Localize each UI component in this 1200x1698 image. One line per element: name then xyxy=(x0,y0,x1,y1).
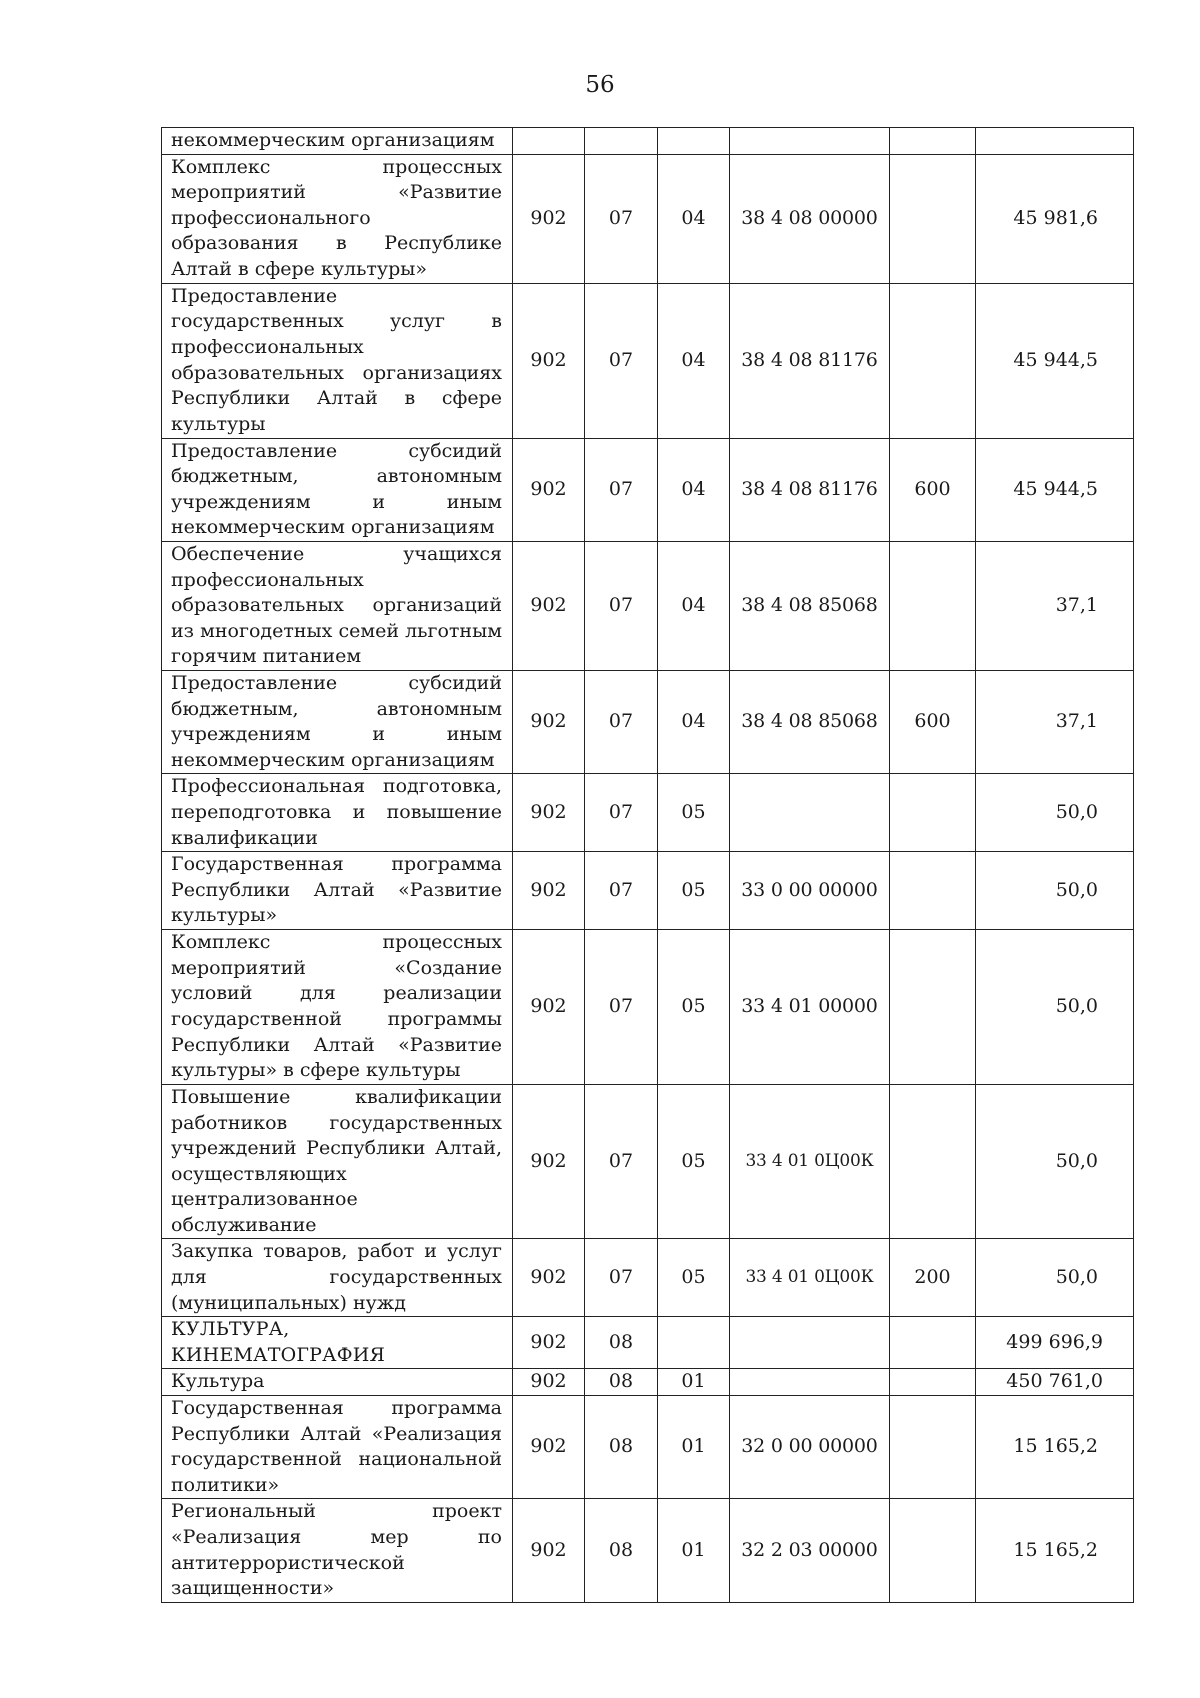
ved-cell: 902 xyxy=(513,541,585,670)
vr-cell xyxy=(890,774,976,852)
row-name: Государственная программа Республики Алтай «Реализация государственной национальной политики» xyxy=(162,1396,513,1499)
csr-cell xyxy=(730,128,890,155)
sum-cell: 45 981,6 xyxy=(976,154,1134,283)
table-row xyxy=(162,283,1134,438)
pr-cell: 01 xyxy=(658,1396,730,1499)
rz-cell: 08 xyxy=(585,1317,658,1369)
row-name: Обеспечение учащихся профессиональных образовательных организаций из многодетных семей льготным горячим питанием xyxy=(162,541,513,670)
ved-cell: 902 xyxy=(513,670,585,773)
rz-cell: 07 xyxy=(585,1084,658,1239)
row-name: Региональный проект «Реализация мер по антитеррористической защищенности» xyxy=(162,1499,513,1602)
row-name: Предоставление субсидий бюджетным, автономным учреждениям и иным некоммерческим организациям xyxy=(162,438,513,541)
rz-cell: 07 xyxy=(585,1239,658,1317)
table-row xyxy=(162,1084,1134,1239)
csr-cell xyxy=(730,774,890,852)
pr-cell: 04 xyxy=(658,670,730,773)
rz-cell: 08 xyxy=(585,1396,658,1499)
table-row xyxy=(162,1499,1134,1602)
row-name: Предоставление субсидий бюджетным, автономным учреждениям и иным некоммерческим организациям xyxy=(162,670,513,773)
vr-cell: 600 xyxy=(890,438,976,541)
table-row xyxy=(162,1369,1134,1396)
pr-cell xyxy=(658,128,730,155)
pr-cell: 05 xyxy=(658,774,730,852)
sum-cell: 50,0 xyxy=(976,774,1134,852)
row-name: Комплекс процессных мероприятий «Создание условий для реализации государственной программы Республики Алтай «Развитие культуры» в сфере культуры xyxy=(162,929,513,1084)
sum-cell: 37,1 xyxy=(976,670,1134,773)
row-name: Комплекс процессных мероприятий «Развитие профессионального образования в Республике Алтай в сфере культуры» xyxy=(162,154,513,283)
ved-cell: 902 xyxy=(513,1369,585,1396)
vr-cell xyxy=(890,1317,976,1369)
pr-cell: 05 xyxy=(658,929,730,1084)
csr-cell: 32 2 03 00000 xyxy=(730,1499,890,1602)
rz-cell: 07 xyxy=(585,670,658,773)
vr-cell xyxy=(890,929,976,1084)
table-row xyxy=(162,852,1134,930)
pr-cell: 04 xyxy=(658,438,730,541)
rz-cell: 07 xyxy=(585,154,658,283)
csr-cell: 38 4 08 85068 xyxy=(730,670,890,773)
vr-cell xyxy=(890,1396,976,1499)
row-name: Предоставление государственных услуг в профессиональных образовательных организациях Республики Алтай в сфере культуры xyxy=(162,283,513,438)
sum-cell: 450 761,0 xyxy=(976,1369,1134,1396)
vr-cell xyxy=(890,283,976,438)
vr-cell: 200 xyxy=(890,1239,976,1317)
ved-cell: 902 xyxy=(513,1239,585,1317)
pr-cell: 05 xyxy=(658,1239,730,1317)
csr-cell: 38 4 08 81176 xyxy=(730,283,890,438)
sum-cell xyxy=(976,128,1134,155)
csr-cell: 38 4 08 81176 xyxy=(730,438,890,541)
csr-cell: 33 4 01 0Ц00К xyxy=(730,1239,890,1317)
pr-cell: 01 xyxy=(658,1369,730,1396)
sum-cell: 50,0 xyxy=(976,852,1134,930)
vr-cell xyxy=(890,1084,976,1239)
rz-cell: 07 xyxy=(585,929,658,1084)
pr-cell: 04 xyxy=(658,541,730,670)
vr-cell xyxy=(890,1499,976,1602)
csr-cell xyxy=(730,1317,890,1369)
sum-cell: 50,0 xyxy=(976,1084,1134,1239)
rz-cell: 07 xyxy=(585,283,658,438)
table-row xyxy=(162,154,1134,283)
sum-cell: 45 944,5 xyxy=(976,283,1134,438)
ved-cell: 902 xyxy=(513,438,585,541)
pr-cell: 04 xyxy=(658,283,730,438)
table-row xyxy=(162,128,1134,155)
row-name: КУЛЬТУРА, КИНЕМАТОГРАФИЯ xyxy=(162,1317,513,1369)
csr-cell xyxy=(730,1369,890,1396)
csr-cell: 38 4 08 85068 xyxy=(730,541,890,670)
ved-cell: 902 xyxy=(513,852,585,930)
budget-table xyxy=(161,127,1134,1603)
table-row xyxy=(162,774,1134,852)
csr-cell: 33 4 01 00000 xyxy=(730,929,890,1084)
rz-cell: 07 xyxy=(585,852,658,930)
rz-cell: 08 xyxy=(585,1499,658,1602)
sum-cell: 15 165,2 xyxy=(976,1396,1134,1499)
row-name: Повышение квалификации работников государственных учреждений Республики Алтай, осуществляющих централизованное обслуживание xyxy=(162,1084,513,1239)
row-name: Государственная программа Республики Алтай «Развитие культуры» xyxy=(162,852,513,930)
row-name: Профессиональная подготовка, переподготовка и повышение квалификации xyxy=(162,774,513,852)
ved-cell xyxy=(513,128,585,155)
table-row xyxy=(162,1239,1134,1317)
pr-cell: 04 xyxy=(658,154,730,283)
table-row xyxy=(162,929,1134,1084)
sum-cell: 37,1 xyxy=(976,541,1134,670)
table-row xyxy=(162,1317,1134,1369)
vr-cell xyxy=(890,128,976,155)
vr-cell xyxy=(890,154,976,283)
table-row xyxy=(162,541,1134,670)
row-name: некоммерческим организациям xyxy=(162,128,513,155)
rz-cell: 07 xyxy=(585,438,658,541)
ved-cell: 902 xyxy=(513,929,585,1084)
page-number: 56 xyxy=(585,72,615,98)
sum-cell: 45 944,5 xyxy=(976,438,1134,541)
rz-cell: 07 xyxy=(585,774,658,852)
pr-cell: 05 xyxy=(658,1084,730,1239)
csr-cell: 33 4 01 0Ц00К xyxy=(730,1084,890,1239)
ved-cell: 902 xyxy=(513,283,585,438)
table-row xyxy=(162,438,1134,541)
csr-cell: 33 0 00 00000 xyxy=(730,852,890,930)
csr-cell: 38 4 08 00000 xyxy=(730,154,890,283)
pr-cell: 05 xyxy=(658,852,730,930)
row-name: Закупка товаров, работ и услуг для государственных (муниципальных) нужд xyxy=(162,1239,513,1317)
sum-cell: 50,0 xyxy=(976,929,1134,1084)
pr-cell: 01 xyxy=(658,1499,730,1602)
rz-cell: 07 xyxy=(585,541,658,670)
vr-cell xyxy=(890,1369,976,1396)
table-row xyxy=(162,670,1134,773)
pr-cell xyxy=(658,1317,730,1369)
ved-cell: 902 xyxy=(513,1396,585,1499)
vr-cell xyxy=(890,852,976,930)
ved-cell: 902 xyxy=(513,1084,585,1239)
ved-cell: 902 xyxy=(513,154,585,283)
vr-cell xyxy=(890,541,976,670)
ved-cell: 902 xyxy=(513,1499,585,1602)
row-name: Культура xyxy=(162,1369,513,1396)
ved-cell: 902 xyxy=(513,774,585,852)
vr-cell: 600 xyxy=(890,670,976,773)
ved-cell: 902 xyxy=(513,1317,585,1369)
sum-cell: 15 165,2 xyxy=(976,1499,1134,1602)
csr-cell: 32 0 00 00000 xyxy=(730,1396,890,1499)
rz-cell xyxy=(585,128,658,155)
table-row xyxy=(162,1396,1134,1499)
sum-cell: 50,0 xyxy=(976,1239,1134,1317)
sum-cell: 499 696,9 xyxy=(976,1317,1134,1369)
rz-cell: 08 xyxy=(585,1369,658,1396)
